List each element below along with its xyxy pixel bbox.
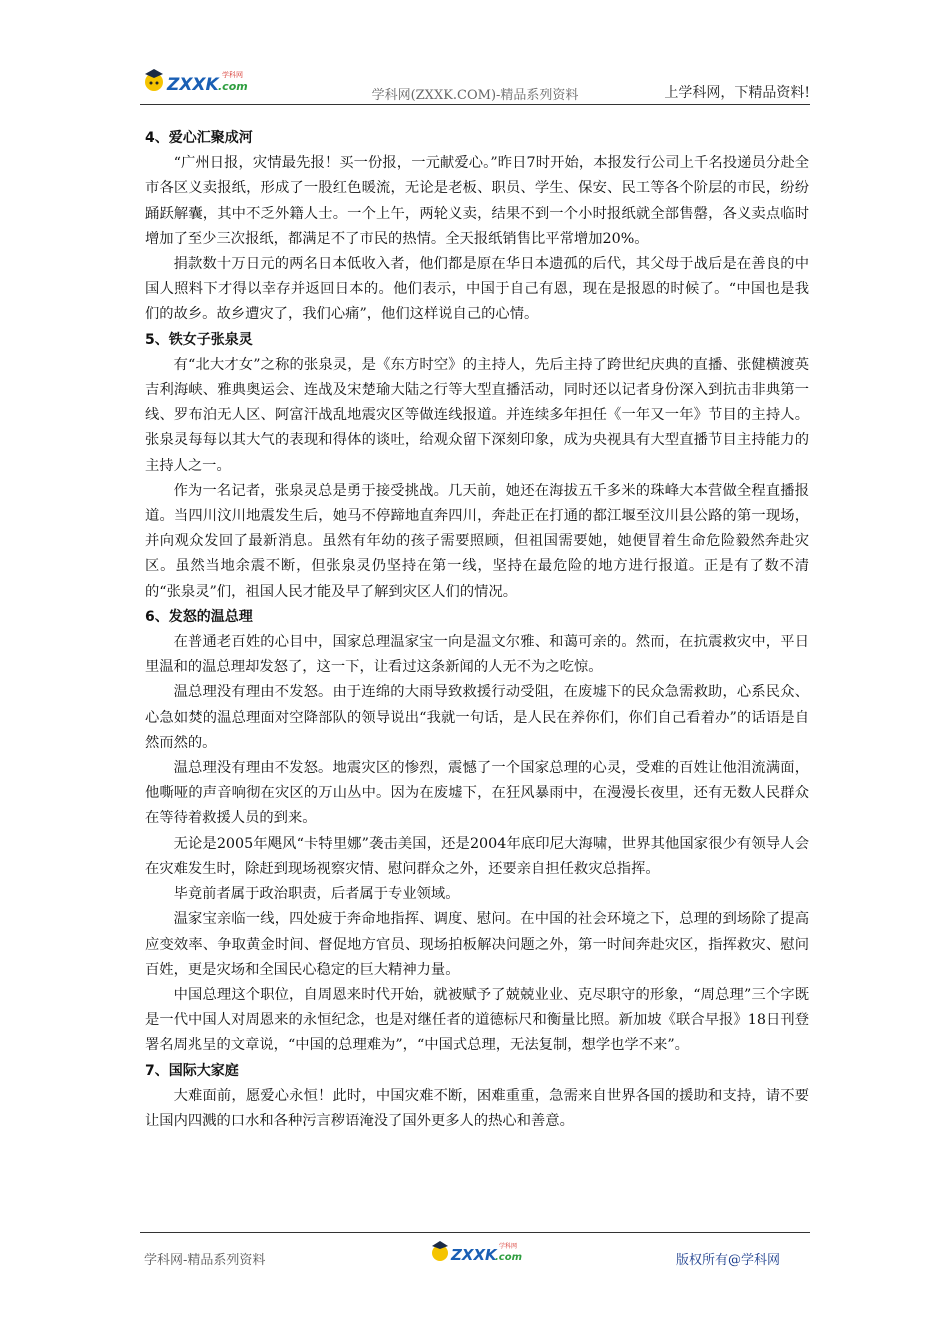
paragraph: 有“北大才女”之称的张泉灵，是《东方时空》的主持人，先后主持了跨世纪庆典的直播、张健横渡英吉利海峡、雅典奥运会、连战及宋楚瑜大陆之行等大型直播活动，同时还以记者身份深入到抗击非典第一线、罗布泊无人区、阿富汗战乱地震灾区等做连线报道。并连续多年担任《一年又一年》节目的主持人。张泉灵每每以其大气的表现和得体的谈吐，给观众留下深刻印象，成为央视具有大型直播节目主持能力的主持人之一。 (145, 356, 809, 474)
page-footer (140, 1232, 810, 1273)
zxxk-footer-logo (428, 1237, 524, 1269)
header-title: 学科网(ZXXK.COM)-精品系列资料 (371, 88, 579, 103)
footer-logo-text: ZXXK (451, 1246, 497, 1264)
paragraph: 捐款数十万日元的两名日本低收入者，他们都是原在华日本遗孤的后代，其父母于战后是在善良的中国人照料下才得以幸存并返回日本的。他们表示，中国于自己有恩，现在是报恩的时候了。“中国也是我们的故乡。故乡遭灾了，我们心痛”，他们这样说自己的心情。 (145, 256, 809, 323)
paragraph: 大难面前，愿爱心永恒！此时，中国灾难不断，困难重重，急需来自世界各国的援助和支持，请不要让国内四溅的口水和各种污言秽语淹没了国外更多人的热心和善意。 (145, 1087, 809, 1129)
footer-logo-tagline: 学科网 (499, 1243, 518, 1250)
page-header (140, 64, 810, 105)
paragraph: 作为一名记者，张泉灵总是勇于接受挑战。几天前，她还在海拔五千多米的珠峰大本营做全程直播报道。当四川汶川地震发生后，她马不停蹄地直奔四川，奔赴正在打通的都江堰至汶川县公路的第一现场，并向观众发回了最新消息。虽然有年幼的孩子需要照顾，但祖国需要她，她便冒着生命危险毅然奔赴灾区。虽然当地余震不断，但张泉灵仍坚持在第一线，坚持在最危险的地方进行报道。正是有了数不清的“张泉灵”们，祖国人民才能及早了解到灾区人们的情况。 (145, 482, 809, 600)
footer-copyright[interactable]: 版权所有@学科网 (675, 1253, 780, 1268)
section-title: 5、铁女子张泉灵 (145, 331, 253, 348)
paragraph: 温家宝亲临一线，四处疲于奔命地指挥、调度、慰问。在中国的社会环境之下，总理的到场除了提高应变效率、争取黄金时间、督促地方官员、现场拍板解决问题之外，第一时间奔赴灾区，指挥救灾、慰问百姓，更是灾场和全国民心稳定的巨大精神力量。 (145, 911, 809, 978)
logo-tagline: 学科网 (222, 71, 243, 79)
paragraph: 温总理没有理由不发怒。地震灾区的惨烈，震憾了一个国家总理的心灵，受难的百姓让他泪流满面，他嘶哑的声音响彻在灾区的万山丛中。因为在废墟下，在狂风暴雨中，在漫漫长夜里，还有无数人民群众在等待着救援人员的到来。 (145, 760, 809, 827)
header-slogan: 上学科网，下精品资料! (664, 85, 810, 101)
paragraph: 中国总理这个职位，自周恩来时代开始，就被赋予了兢兢业业、克尽职守的形象，“周总理”三个字既是一代中国人对周恩来的永恒纪念，也是对继任者的道德标尺和衡量比照。新加坡《联合早报》18日刊登署名周兆呈的文章说，“中国的总理难为”，“中国式总理，无法复制，想学也学不来”。 (145, 986, 809, 1054)
logo-suffix: .com (218, 80, 248, 93)
paragraph: 温总理没有理由不发怒。由于连绵的大雨导致救援行动受阻，在废墟下的民众急需救助，心系民众、心急如焚的温总理面对空降部队的领导说出“我就一句话，是人民在养你们，你们自己看着办”的话语是自然而然的。 (145, 684, 809, 751)
article-body (145, 126, 809, 1134)
paragraph: 在普通老百姓的心目中，国家总理温家宝一向是温文尔雅、和蔼可亲的。然而，在抗震救灾中，平日里温和的温总理却发怒了，这一下，让看过这条新闻的人无不为之吃惊。 (145, 634, 809, 676)
section-title: 6、发怒的温总理 (145, 608, 253, 625)
logo-text: ZXXK (167, 75, 219, 95)
paragraph: 毕竟前者属于政治职责，后者属于专业领域。 (173, 886, 460, 903)
section-title: 4、爱心汇聚成河 (145, 130, 253, 146)
paragraph: “广州日报，灾情最先报！买一份报，一元献爱心。”昨日7时开始，本报发行公司上千名投递员分赴全市各区义卖报纸，形成了一股红色暖流，无论是老板、职员、学生、保安、民工等各个阶层的市民，纷纷踊跃解囊，其中不乏外籍人士。一个上午，两轮义卖，结果不到一个小时报纸就全部售罄，各义卖点临时增加了至少三次报纸，都满足不了市民的热情。全天报纸销售比平常增加20%。 (145, 155, 809, 247)
paragraph: 无论是2005年飓风“卡特里娜”袭击美国，还是2004年底印尼大海啸，世界其他国家很少有领导人会在灾难发生时，除赶到现场视察灾情、慰问群众之外，还要亲自担任救灾总指挥。 (145, 835, 809, 877)
section-title: 7、国际大家庭 (145, 1062, 239, 1079)
footer-left-text: 学科网-精品系列资料 (144, 1253, 266, 1268)
footer-logo-suffix: .com (495, 1252, 523, 1263)
